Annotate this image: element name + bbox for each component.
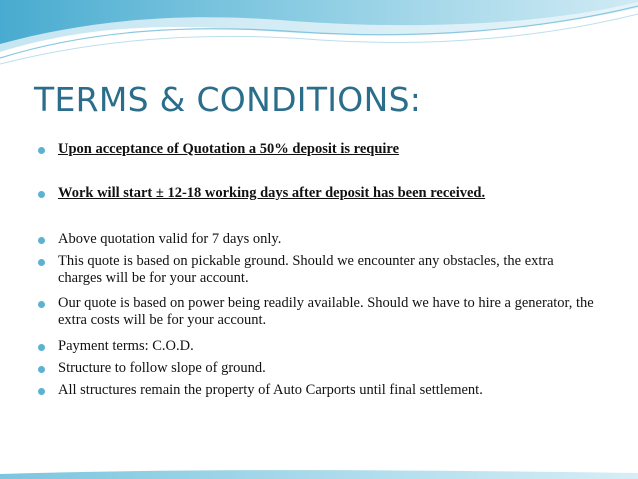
bullet-item-payment	[58, 338, 598, 355]
bullet-item-deposit	[58, 141, 598, 158]
bullet-text: Work will start ± 12-18 working days after deposit has been received.	[58, 185, 486, 201]
bullet-icon	[38, 237, 45, 244]
bullet-icon	[38, 301, 45, 308]
bullet-item-ownership	[58, 382, 598, 399]
bullet-text: Upon acceptance of Quotation a 50% deposit is require	[58, 141, 400, 157]
bullet-icon	[38, 344, 45, 351]
bullet-text: All structures remain the property of Auto Carports until final settlement.	[58, 382, 483, 398]
bullet-text: This quote is based on pickable ground. Should we encounter any obstacles, the extra charges will be for your account.	[58, 253, 554, 286]
bullet-text: Our quote is based on power being readily available. Should we have to hire a generator, the extra costs will be for your account.	[58, 295, 594, 328]
footer-band-decoration	[0, 468, 638, 479]
bullet-icon	[38, 191, 45, 198]
bullet-item-work-start	[58, 185, 598, 202]
bullet-item-slope	[58, 360, 598, 377]
bullet-item-ground	[58, 253, 598, 287]
slide-title: TERMS & CONDITIONS:	[34, 80, 422, 119]
bullet-icon	[38, 366, 45, 373]
bullet-text: Payment terms: C.O.D.	[58, 338, 194, 354]
bullet-icon	[38, 147, 45, 154]
bullet-item-power	[58, 295, 598, 329]
bullet-icon	[38, 259, 45, 266]
bullet-item-validity	[58, 231, 598, 248]
bullet-text: Structure to follow slope of ground.	[58, 360, 266, 376]
bullet-text: Above quotation valid for 7 days only.	[58, 231, 282, 247]
bullet-icon	[38, 388, 45, 395]
